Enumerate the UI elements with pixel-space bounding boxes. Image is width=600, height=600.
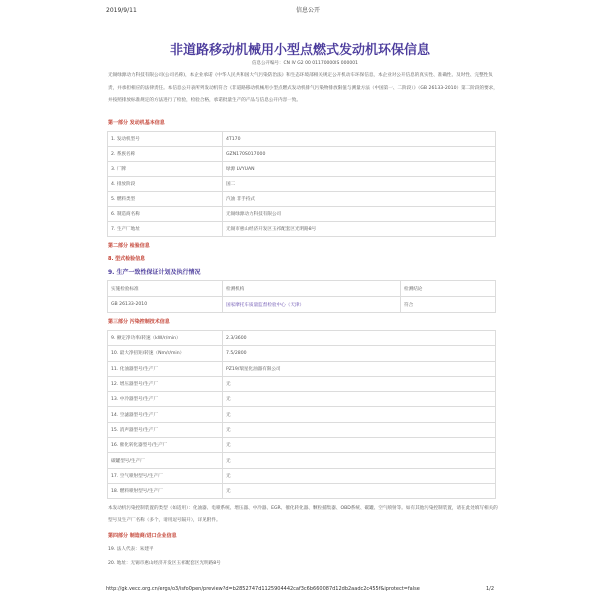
table-row bbox=[108, 132, 496, 147]
section-heading-part4: 第四部分 制造商/进口企业信息 bbox=[108, 533, 177, 539]
row-value: 无 bbox=[223, 392, 496, 406]
row-value: 2.3/3600 bbox=[223, 331, 496, 345]
table-row bbox=[108, 438, 496, 453]
row-value: 无锡市惠山经济开发区玉祁配套区光明路8号 bbox=[223, 222, 496, 236]
row-label: 5. 燃料类型 bbox=[108, 192, 223, 206]
engine-basic-info-table bbox=[107, 131, 496, 237]
table-row bbox=[108, 469, 496, 484]
row-label: 碳罐型号/生产厂 bbox=[108, 453, 223, 467]
info-number: 信息公开编号：CN IV G2 00 01170000IS 000001 bbox=[252, 61, 358, 66]
row-label: 10. 最大净扭矩/转速（Nm/r/min） bbox=[108, 346, 223, 360]
row-label: 14. 空滤器型号/生产厂 bbox=[108, 407, 223, 421]
row-value: 无 bbox=[223, 453, 496, 467]
row-value: 绿源 LVYUAN bbox=[223, 162, 496, 176]
row-value: 4T170 bbox=[223, 132, 496, 146]
table-row bbox=[108, 177, 496, 192]
row-value: 无 bbox=[223, 484, 496, 498]
row-value: 无 bbox=[223, 438, 496, 452]
row-value: GZN170S017000 bbox=[223, 147, 496, 161]
row-label: 12. 增压器型号/生产厂 bbox=[108, 377, 223, 391]
intro-paragraph: 无锡绿源动力科技有限公司(公司名称)，本企业承诺《中华人民共和国大气污染防治法》和生态环境部相关规定公开机动车环保信息，本企业对公开信息的真实性、准确性、及时性、完整性负责，并承担相应的法律责任。本信息公开表所列发动机符合《非道路移动机械用小型点燃式发动机排气污染物排放限值与测量方法（中国第一、二阶段）》（GB 26133-2010）第二阶段的要求，并按照排放标准规定的方法进行了检验，检验合格，承诺批量生产的产品与信息公开内容一致。 bbox=[108, 73, 498, 103]
row-label: 13. 中冷器型号/生产厂 bbox=[108, 392, 223, 406]
document-title: 非道路移动机械用小型点燃式发动机环保信息 bbox=[169, 43, 430, 58]
row-label: 7. 生产厂地址 bbox=[108, 222, 223, 236]
row-value: 无锡绿源动力科技有限公司 bbox=[223, 207, 496, 221]
table-row bbox=[108, 377, 496, 392]
table-row bbox=[108, 392, 496, 407]
table-row bbox=[108, 147, 496, 162]
row-label: 4. 排放阶段 bbox=[108, 177, 223, 191]
row-label: 17. 空气喷射型号/生产厂 bbox=[108, 469, 223, 483]
row-label: 18. 燃料喷射型号/生产厂 bbox=[108, 484, 223, 498]
row-label: 15. 消声器型号/生产厂 bbox=[108, 423, 223, 437]
row-value: 7.5/2800 bbox=[223, 346, 496, 360]
row-label: 16. 催化转化器型号/生产厂 bbox=[108, 438, 223, 452]
row-value: 无 bbox=[223, 469, 496, 483]
test-institution: 国家摩托车质量监督检验中心（天津） bbox=[223, 297, 401, 312]
row-value: 无 bbox=[223, 377, 496, 391]
table-row bbox=[108, 346, 496, 361]
table-row bbox=[108, 162, 496, 177]
section-heading-part1: 第一部分 发动机基本信息 bbox=[108, 120, 165, 126]
row-value: PZ19/瑞星化油器有限公司 bbox=[223, 362, 496, 376]
row-value: 无 bbox=[223, 407, 496, 421]
table-row bbox=[108, 484, 496, 499]
row-label: 1. 发动机型号 bbox=[108, 132, 223, 146]
table-row bbox=[108, 423, 496, 438]
print-header-title: 信息公开 bbox=[296, 7, 321, 14]
section-heading-part2: 第二部分 检验信息 bbox=[108, 243, 150, 249]
row-label: 11. 化油器型号/生产厂 bbox=[108, 362, 223, 376]
company-address: 20. 地址：无锡市惠山经济开发区玉祁配套区光明路8号 bbox=[108, 561, 221, 566]
type-test-info-heading: 8. 型式检验信息 bbox=[108, 256, 146, 262]
table-row bbox=[108, 331, 496, 346]
test-standard: GB 26133-2010 bbox=[108, 297, 223, 312]
legal-representative: 19. 法人代表：朱建平 bbox=[108, 547, 154, 552]
pollution-control-table bbox=[107, 330, 496, 499]
table-row bbox=[108, 207, 496, 222]
row-label: 9. 额定净功率/转速（kW/r/min） bbox=[108, 331, 223, 345]
test-conclusion: 符合 bbox=[401, 297, 496, 312]
row-label: 2. 系族名称 bbox=[108, 147, 223, 161]
table-row bbox=[108, 453, 496, 468]
table-row bbox=[108, 192, 496, 207]
column-header: 检测机构 bbox=[223, 281, 401, 296]
column-header: 检测结论 bbox=[401, 281, 496, 296]
table-row bbox=[108, 222, 496, 237]
column-header: 实施检验标准 bbox=[108, 281, 223, 296]
row-label: 3. 厂牌 bbox=[108, 162, 223, 176]
section-heading-part3: 第三部分 污染控制技术信息 bbox=[108, 319, 170, 325]
cop-table bbox=[107, 280, 496, 313]
table-row bbox=[108, 362, 496, 377]
row-value: 汽油 非手持式 bbox=[223, 192, 496, 206]
table-row bbox=[108, 407, 496, 422]
print-url: http://gk.vecc.org.cn/ergs/o3/isfo0pen/preview?d=b2852747d1125904442caf3c6b660087d12db2aadc2c455f&iprotect=false bbox=[106, 586, 420, 592]
page-number: 1/2 bbox=[486, 586, 495, 592]
print-date: 2019/9/11 bbox=[106, 7, 137, 14]
pollution-control-note: 本发动机污染控制装置的类型（如适用）：化油器、电喷系统、增压器、中冷器、EGR、催化转化器、颗粒捕集器、OBD系统、碳罐、空气喷射等。如有其他污染控制装置，请在此处填写相关的型号及生产厂名称（多个，请用逗号隔开），详见附件。 bbox=[108, 506, 498, 523]
row-value: 国二 bbox=[223, 177, 496, 191]
cop-heading: 9. 生产一致性保证计划及执行情况 bbox=[108, 269, 201, 276]
row-value: 无 bbox=[223, 423, 496, 437]
table-header-row bbox=[108, 281, 496, 297]
table-row bbox=[108, 297, 496, 313]
row-label: 6. 制造商名称 bbox=[108, 207, 223, 221]
